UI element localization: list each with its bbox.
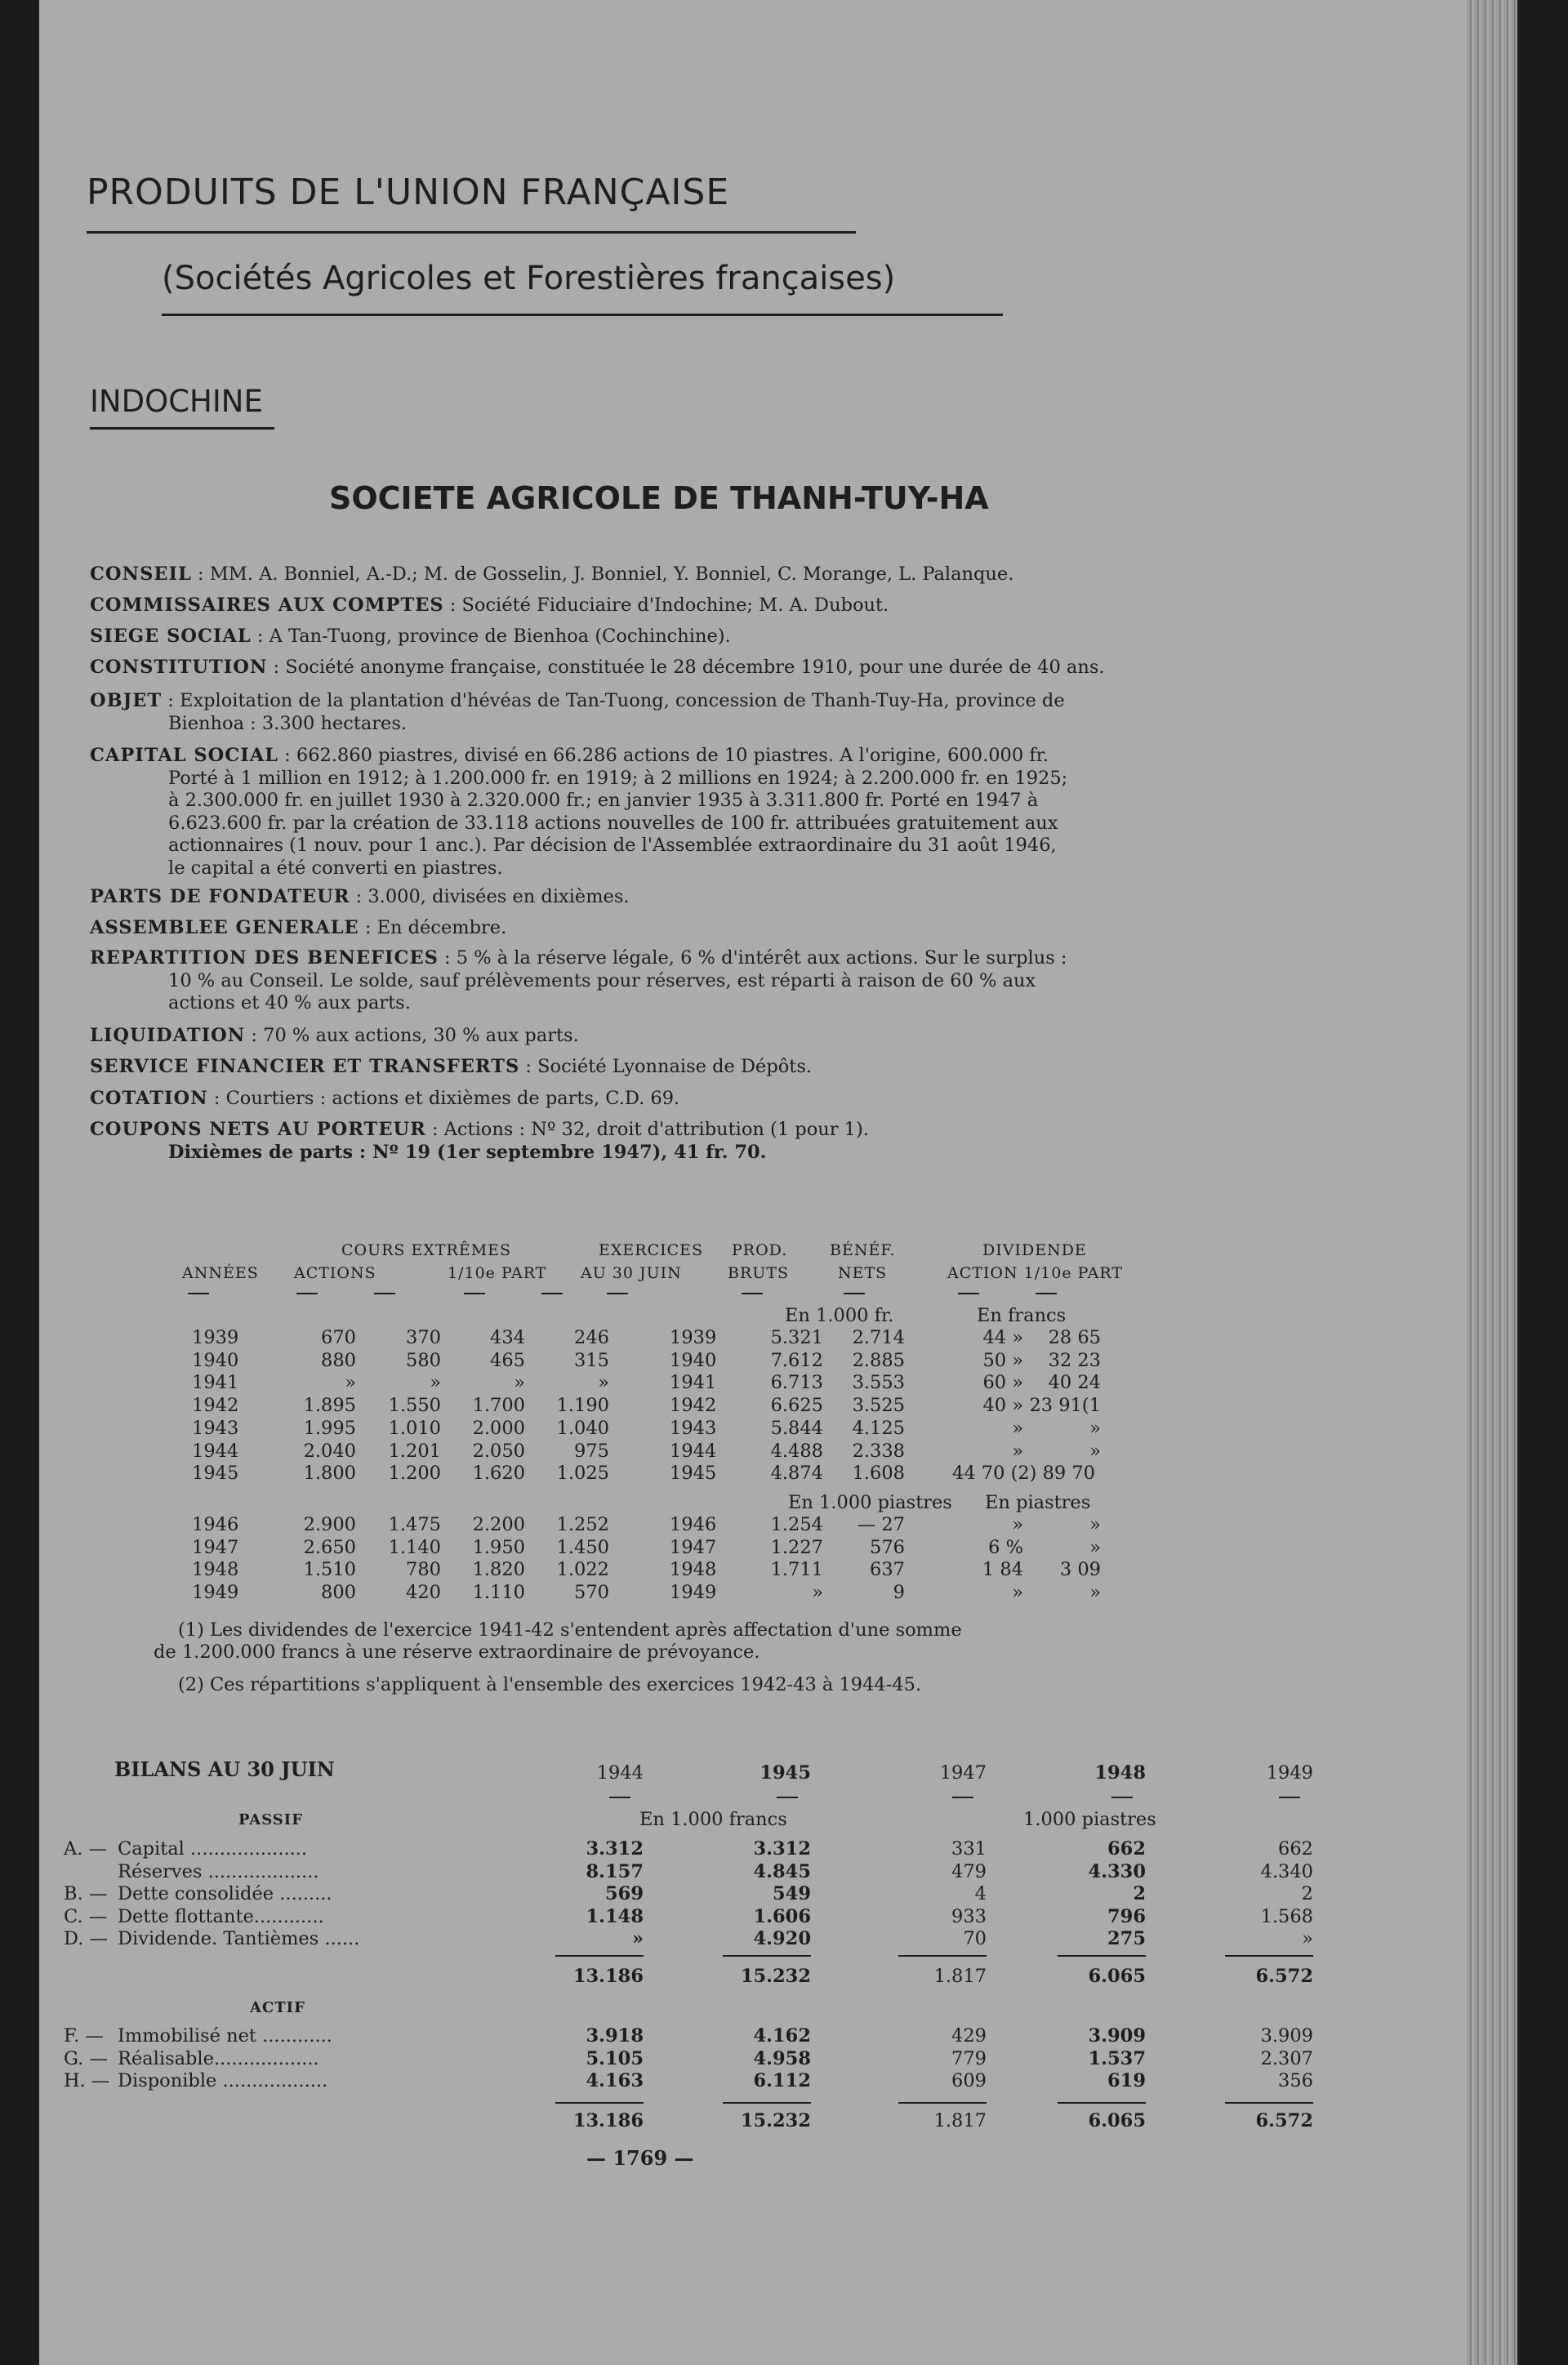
sum-line <box>1058 1955 1146 1957</box>
entry-conseil <box>90 563 1013 586</box>
stats-cell: 1940 <box>670 1349 717 1371</box>
line-label: Capital .................... <box>118 1838 308 1859</box>
stats-cell: » <box>1089 1536 1101 1558</box>
book-page <box>39 0 1517 2365</box>
stats-cell: 5.844 <box>770 1417 823 1439</box>
entry-parts-de-fondateur <box>90 886 630 909</box>
balance-value: 356 <box>1278 2070 1313 2091</box>
stats-cell: 1945 <box>670 1463 717 1485</box>
stats-cell: — 27 <box>857 1514 905 1535</box>
entry-label: SERVICE FINANCIER ET TRANSFERTS <box>90 1056 520 1077</box>
stats-cell: 6.713 <box>770 1372 823 1394</box>
stats-cell: 1941 <box>670 1372 717 1394</box>
entry-text: : Exploitation de la plantation d'hévéas de Tan-Tuong, concession de Thanh-Tuy-Ha, province de <box>162 690 1065 711</box>
actif-total: 13.186 <box>572 2110 644 2131</box>
entry-text: : Société Fiduciaire d'Indochine; M. A. Dubout. <box>443 595 889 616</box>
header-dash <box>541 1293 563 1294</box>
stats-cell: » <box>1089 1440 1101 1462</box>
balance-value: 5.105 <box>586 2047 644 2069</box>
entry-label: ASSEMBLEE GENERALE <box>90 917 359 938</box>
line-label: Dividende. Tantièmes ...... <box>118 1928 360 1949</box>
line-letter: B. — <box>64 1883 108 1904</box>
stats-cell: 1947 <box>192 1536 239 1558</box>
entry-constitution <box>90 657 1105 679</box>
stats-cell: 3.525 <box>852 1395 905 1417</box>
stats-cell: 1.995 <box>303 1417 356 1439</box>
header-part: 1/10e PART <box>448 1264 547 1282</box>
stats-cell: 1942 <box>670 1395 717 1417</box>
stats-cell: » <box>812 1582 823 1604</box>
line-label: Dette consolidée ......... <box>118 1883 332 1904</box>
stats-cell: 2.000 <box>472 1417 525 1439</box>
stats-cell: 9 <box>893 1582 905 1604</box>
stats-cell: 2.900 <box>303 1514 356 1535</box>
line-letter: G. — <box>64 2047 108 2069</box>
stats-cell: 1941 <box>192 1372 239 1394</box>
stats-cell: 1949 <box>192 1582 239 1604</box>
balance-value: 549 <box>773 1883 811 1904</box>
entry-text: Porté à 1 million en 1912; à 1.200.000 fr. en 1919; à 2 millions en 1924; à 2.200.000 fr. en 1925; <box>168 767 1068 789</box>
entry-text: 6.623.600 fr. par la création de 33.118 actions nouvelles de 100 fr. attribuées gratuitement aux <box>168 812 1058 834</box>
stats-cell: 2.050 <box>472 1440 525 1462</box>
stats-cell: 44 70 (2) 89 70 <box>952 1463 1096 1485</box>
balance-value: 429 <box>951 2025 987 2047</box>
balance-value: » <box>631 1928 644 1949</box>
balance-value: 331 <box>951 1838 987 1859</box>
stats-cell: 1.800 <box>303 1463 356 1485</box>
balance-value: 3.909 <box>1260 2025 1313 2047</box>
actif-label: ACTIF <box>250 1999 305 2016</box>
balance-value: 8.157 <box>586 1860 644 1882</box>
stats-cell: 50 » <box>982 1349 1023 1371</box>
stats-cell: » <box>1089 1514 1101 1535</box>
stats-cell: 1944 <box>192 1440 239 1462</box>
stats-cell: 2.200 <box>472 1514 525 1535</box>
stats-cell: » <box>1012 1514 1023 1535</box>
stats-cell: 1.025 <box>556 1463 609 1485</box>
stats-cell: 23 91(1 <box>1029 1395 1101 1417</box>
line-letter: C. — <box>64 1905 108 1927</box>
balance-value: 4.920 <box>753 1928 811 1949</box>
entry-text: : A Tan-Tuong, province de Bienhoa (Cochinchine). <box>251 626 731 647</box>
stats-cell: 2.885 <box>852 1349 905 1371</box>
entry-text: actionnaires (1 nouv. pour 1 anc.). Par décision de l'Assemblée extraordinaire du 31 août 1946, <box>168 835 1057 856</box>
year-dash <box>609 1797 630 1798</box>
sum-line <box>898 2102 987 2104</box>
stats-cell: » <box>1089 1582 1101 1604</box>
passif-total: 6.065 <box>1088 1966 1146 1987</box>
entry-label: SIEGE SOCIAL <box>90 626 252 647</box>
stats-cell: 246 <box>574 1327 609 1348</box>
sum-line <box>1225 1955 1313 1957</box>
bilans-year: 1944 <box>596 1762 644 1784</box>
entry-label: COUPONS NETS AU PORTEUR <box>90 1119 426 1140</box>
year-dash <box>1111 1797 1133 1798</box>
stats-cell: 1.201 <box>388 1440 441 1462</box>
sum-line <box>898 1955 987 1957</box>
stats-cell: 1948 <box>192 1559 239 1581</box>
line-letter: A. — <box>64 1838 108 1859</box>
balance-value: 779 <box>951 2047 987 2069</box>
balance-value: 4.340 <box>1260 1860 1313 1882</box>
line-label: Dette flottante............ <box>118 1905 324 1927</box>
stats-cell: 637 <box>870 1559 905 1581</box>
entry-siege-social <box>90 626 731 648</box>
entry-text: le capital a été converti en piastres. <box>168 857 503 879</box>
balance-value: 1.606 <box>753 1905 811 1927</box>
stats-cell: 1 84 <box>982 1559 1023 1581</box>
entry-label: CAPITAL SOCIAL <box>90 745 278 766</box>
entry-label: LIQUIDATION <box>90 1025 246 1046</box>
stats-cell: 670 <box>321 1327 356 1348</box>
header-dash <box>464 1293 485 1294</box>
stats-cell: 1.110 <box>472 1582 525 1604</box>
stats-cell: » <box>514 1372 525 1394</box>
note-1-cont: de 1.200.000 francs à une réserve extraordinaire de prévoyance. <box>154 1641 760 1663</box>
header-benef: BÉNÉF. <box>830 1241 896 1259</box>
balance-value: 275 <box>1107 1928 1146 1949</box>
heading-rule <box>87 231 856 234</box>
entry-repartition-des-benefices <box>90 947 1067 1015</box>
note-1: (1) Les dividendes de l'exercice 1941-42 s'entendent après affectation d'une somme <box>178 1619 962 1641</box>
header-dash <box>296 1293 318 1294</box>
stats-cell: 576 <box>870 1536 905 1558</box>
unit-prod-pi: En 1.000 piastres <box>788 1492 952 1513</box>
actif-total: 6.572 <box>1255 2110 1313 2131</box>
stats-cell: 1946 <box>670 1514 717 1535</box>
entry-text: : Société Lyonnaise de Dépôts. <box>519 1056 813 1077</box>
stats-cell: 1.711 <box>770 1559 823 1581</box>
entry-label: REPARTITION DES BENEFICES <box>90 947 439 969</box>
balance-value: 796 <box>1107 1905 1146 1927</box>
entry-capital-social <box>90 745 1067 880</box>
section-rule <box>90 427 274 430</box>
balance-value: 609 <box>951 2070 987 2091</box>
header-prod: PROD. <box>732 1241 788 1259</box>
stats-cell: 6 % <box>988 1536 1023 1558</box>
stats-cell: 1.227 <box>770 1536 823 1558</box>
unit-div-fr: En francs <box>977 1305 1067 1326</box>
entry-text: Bienhoa : 3.300 hectares. <box>168 712 408 734</box>
stats-cell: 32 23 <box>1048 1349 1101 1371</box>
stats-cell: 1943 <box>192 1417 239 1439</box>
balance-value: 70 <box>963 1928 987 1949</box>
stats-cell: » <box>1012 1417 1023 1439</box>
year-dash <box>952 1797 973 1798</box>
stats-cell: 1.254 <box>770 1514 823 1535</box>
actif-total: 15.232 <box>740 2110 811 2131</box>
stats-cell: 370 <box>406 1327 441 1348</box>
stats-cell: 2.714 <box>852 1327 905 1348</box>
entry-liquidation <box>90 1025 579 1048</box>
stats-cell: 1.510 <box>303 1559 356 1581</box>
entry-text: : 3.000, divisées en dixièmes. <box>350 886 630 907</box>
entry-label: COTATION <box>90 1088 208 1109</box>
balance-value: 1.537 <box>1088 2047 1146 2069</box>
stats-cell: 780 <box>406 1559 441 1581</box>
balance-value: 1.568 <box>1260 1905 1313 1927</box>
actif-total: 6.065 <box>1088 2110 1146 2131</box>
stats-cell: 1939 <box>192 1327 239 1348</box>
balance-value: 662 <box>1107 1838 1146 1859</box>
stats-cell: 420 <box>406 1582 441 1604</box>
stats-cell: 4.874 <box>770 1463 823 1485</box>
stats-cell: » <box>1089 1417 1101 1439</box>
line-label: Réserves ................... <box>118 1860 319 1882</box>
balance-value: 4 <box>974 1883 987 1904</box>
entry-assemblee-generale <box>90 917 506 940</box>
page-heading: PRODUITS DE L'UNION FRANÇAISE <box>87 171 730 213</box>
stats-cell: 1.620 <box>472 1463 525 1485</box>
stats-cell: 465 <box>490 1349 525 1371</box>
year-dash <box>777 1797 798 1798</box>
passif-total: 15.232 <box>740 1966 811 1987</box>
entry-text: : 662.860 piastres, divisé en 66.286 actions de 10 piastres. A l'origine, 600.000 fr. <box>278 745 1049 766</box>
unit-piastres: 1.000 piastres <box>1023 1809 1156 1830</box>
stats-cell: 2.040 <box>303 1440 356 1462</box>
bilans-title: BILANS AU 30 JUIN <box>114 1757 335 1781</box>
stats-cell: 1939 <box>670 1327 717 1348</box>
stats-cell: 1943 <box>670 1417 717 1439</box>
entry-text: : 5 % à la réserve légale, 6 % d'intérêt aux actions. Sur le surplus : <box>438 947 1067 969</box>
stats-cell: 1.040 <box>556 1417 609 1439</box>
header-cours: COURS EXTRÊMES <box>341 1241 512 1259</box>
passif-total: 13.186 <box>572 1966 644 1987</box>
line-label: Réalisable.................. <box>118 2047 319 2069</box>
stats-cell: 40 24 <box>1048 1372 1101 1394</box>
stats-cell: 580 <box>406 1349 441 1371</box>
subheading-rule <box>162 314 1003 316</box>
balance-value: 2.307 <box>1260 2047 1313 2069</box>
entry-text: : En décembre. <box>359 917 507 938</box>
balance-value: 3.312 <box>586 1838 644 1859</box>
stats-cell: 1.010 <box>388 1417 441 1439</box>
stats-cell: 570 <box>574 1582 609 1604</box>
stats-cell: 1.550 <box>388 1395 441 1417</box>
stats-cell: 4.125 <box>852 1417 905 1439</box>
page-edges <box>1467 0 1517 2365</box>
stats-cell: 1946 <box>192 1514 239 1535</box>
stats-cell: 4.488 <box>770 1440 823 1462</box>
header-nets: NETS <box>838 1264 888 1282</box>
header-annees: ANNÉES <box>182 1264 259 1282</box>
passif-label: PASSIF <box>238 1811 303 1828</box>
sum-line <box>1225 2102 1313 2104</box>
header-actions: ACTIONS <box>294 1264 376 1282</box>
header-dash <box>958 1293 979 1294</box>
section-heading: INDOCHINE <box>90 384 263 419</box>
entry-text: : Courtiers : actions et dixièmes de parts, C.D. 69. <box>207 1088 680 1109</box>
stats-cell: 2.650 <box>303 1536 356 1558</box>
balance-value: 3.918 <box>586 2025 644 2047</box>
stats-cell: » <box>345 1372 356 1394</box>
balance-value: 2 <box>1301 1883 1313 1904</box>
entry-text: : Société anonyme française, constituée le 28 décembre 1910, pour une durée de 40 ans. <box>267 657 1105 678</box>
stats-cell: 434 <box>490 1327 525 1348</box>
stats-cell: 3.553 <box>852 1372 905 1394</box>
entry-label: CONSEIL <box>90 563 192 585</box>
balance-value: 619 <box>1107 2070 1146 2091</box>
entry-objet <box>90 690 1065 735</box>
sum-line <box>723 2102 811 2104</box>
company-name: SOCIETE AGRICOLE DE THANH-TUY-HA <box>329 480 989 516</box>
line-label: Disponible .................. <box>118 2070 328 2091</box>
stats-cell: 1944 <box>670 1440 717 1462</box>
stats-cell: 44 » <box>982 1327 1023 1348</box>
header-dividende: DIVIDENDE <box>982 1241 1087 1259</box>
entry-text: à 2.300.000 fr. en juillet 1930 à 2.320.000 fr.; en janvier 1935 à 3.311.800 fr. Porté en 1947 à <box>168 790 1039 811</box>
stats-cell: 1.475 <box>388 1514 441 1535</box>
balance-value: 4.162 <box>753 2025 811 2047</box>
stats-cell: 7.612 <box>770 1349 823 1371</box>
header-dash <box>188 1293 209 1294</box>
stats-cell: 5.321 <box>770 1327 823 1348</box>
balance-value: 6.112 <box>753 2070 811 2091</box>
entry-coupons-nets-au-porteur <box>90 1119 869 1164</box>
stats-cell: 28 65 <box>1048 1327 1101 1348</box>
stats-cell: 1.200 <box>388 1463 441 1485</box>
stats-cell: 1947 <box>670 1536 717 1558</box>
entry-text: actions et 40 % aux parts. <box>168 992 411 1013</box>
stats-cell: 1948 <box>670 1559 717 1581</box>
header-dash <box>742 1293 763 1294</box>
stats-cell: 1.950 <box>472 1536 525 1558</box>
sum-line <box>723 1955 811 1957</box>
balance-value: 4.330 <box>1088 1860 1146 1882</box>
stats-cell: 2.338 <box>852 1440 905 1462</box>
stats-cell: 1942 <box>192 1395 239 1417</box>
stats-cell: 1.252 <box>556 1514 609 1535</box>
balance-value: 2 <box>1133 1883 1146 1904</box>
header-exercices: EXERCICES <box>599 1241 704 1259</box>
stats-cell: 315 <box>574 1349 609 1371</box>
sum-line <box>1058 2102 1146 2104</box>
stats-cell: 1.895 <box>303 1395 356 1417</box>
stats-cell: 6.625 <box>770 1395 823 1417</box>
balance-value: 933 <box>951 1905 987 1927</box>
sum-line <box>555 1955 644 1957</box>
stats-cell: 40 » <box>982 1395 1023 1417</box>
entry-text: Dixièmes de parts : Nº 19 (1er septembre 1947), 41 fr. 70. <box>168 1141 767 1163</box>
balance-value: 662 <box>1278 1838 1313 1859</box>
actif-total: 1.817 <box>933 2110 987 2131</box>
entry-text: : 70 % aux actions, 30 % aux parts. <box>245 1025 579 1046</box>
entry-label: COMMISSAIRES AUX COMPTES <box>90 595 444 616</box>
entry-label: PARTS DE FONDATEUR <box>90 886 350 907</box>
header-bruts: BRUTS <box>728 1264 789 1282</box>
passif-total: 6.572 <box>1255 1966 1313 1987</box>
balance-value: 4.845 <box>753 1860 811 1882</box>
stats-cell: » <box>1012 1440 1023 1462</box>
note-2: (2) Ces répartitions s'appliquent à l'ensemble des exercices 1942-43 à 1944-45. <box>178 1674 922 1695</box>
entry-text: : MM. A. Bonniel, A.-D.; M. de Gosselin, J. Bonniel, Y. Bonniel, C. Morange, L. Palanque. <box>191 563 1014 585</box>
balance-value: » <box>1302 1928 1313 1949</box>
balance-value: 3.312 <box>753 1838 811 1859</box>
entry-label: CONSTITUTION <box>90 657 268 678</box>
balance-value: 4.958 <box>753 2047 811 2069</box>
entry-text: 10 % au Conseil. Le solde, sauf prélèvements pour réserves, est réparti à raison de 60 % aux <box>168 969 1036 991</box>
bilans-year: 1945 <box>760 1762 811 1784</box>
bilans-year: 1949 <box>1266 1762 1313 1784</box>
stats-cell: 1940 <box>192 1349 239 1371</box>
stats-cell: 1.022 <box>556 1559 609 1581</box>
stats-cell: 1949 <box>670 1582 717 1604</box>
header-dash <box>1036 1293 1057 1294</box>
entry-commissaires-aux-comptes <box>90 595 889 617</box>
entry-cotation <box>90 1088 679 1111</box>
stats-cell: 1.820 <box>472 1559 525 1581</box>
stats-cell: 1.608 <box>852 1463 905 1485</box>
header-dash <box>607 1293 628 1294</box>
unit-francs: En 1.000 francs <box>639 1809 787 1830</box>
balance-value: 4.163 <box>586 2070 644 2091</box>
unit-div-pi: En piastres <box>985 1492 1091 1513</box>
stats-cell: 1.700 <box>472 1395 525 1417</box>
balance-value: 1.148 <box>586 1905 644 1927</box>
stats-cell: » <box>598 1372 609 1394</box>
entry-text: : Actions : Nº 32, droit d'attribution (1 pour 1). <box>425 1119 869 1140</box>
header-dash <box>844 1293 865 1294</box>
stats-cell: 60 » <box>982 1372 1023 1394</box>
stats-cell: 1.450 <box>556 1536 609 1558</box>
stats-cell: » <box>1012 1582 1023 1604</box>
stats-cell: » <box>430 1372 441 1394</box>
header-dash <box>374 1293 395 1294</box>
header-au30juin: AU 30 JUIN <box>581 1264 682 1282</box>
stats-cell: 3 09 <box>1059 1559 1101 1581</box>
stats-cell: 800 <box>321 1582 356 1604</box>
entry-label: OBJET <box>90 690 163 711</box>
page-number: — 1769 — <box>586 2146 694 2170</box>
year-dash <box>1279 1797 1300 1798</box>
header-div_sub: ACTION 1/10e PART <box>947 1264 1124 1282</box>
line-letter: F. — <box>64 2025 104 2047</box>
sum-line <box>555 2102 644 2104</box>
passif-total: 1.817 <box>933 1966 987 1987</box>
stats-cell: 1.140 <box>388 1536 441 1558</box>
unit-prod-fr: En 1.000 fr. <box>785 1305 894 1326</box>
stats-cell: 1945 <box>192 1463 239 1485</box>
bilans-year: 1947 <box>939 1762 987 1784</box>
stats-cell: 975 <box>574 1440 609 1462</box>
page-subheading: (Sociétés Agricoles et Forestières françaises) <box>162 260 896 297</box>
stats-cell: 1.190 <box>556 1395 609 1417</box>
balance-value: 569 <box>605 1883 644 1904</box>
line-letter: D. — <box>64 1928 109 1949</box>
balance-value: 3.909 <box>1088 2025 1146 2047</box>
line-letter: H. — <box>64 2070 110 2091</box>
stats-cell: 880 <box>321 1349 356 1371</box>
line-label: Immobilisé net ............ <box>118 2025 332 2047</box>
entry-service-financier-et-transferts <box>90 1056 812 1079</box>
balance-value: 479 <box>951 1860 987 1882</box>
bilans-year: 1948 <box>1094 1762 1146 1784</box>
